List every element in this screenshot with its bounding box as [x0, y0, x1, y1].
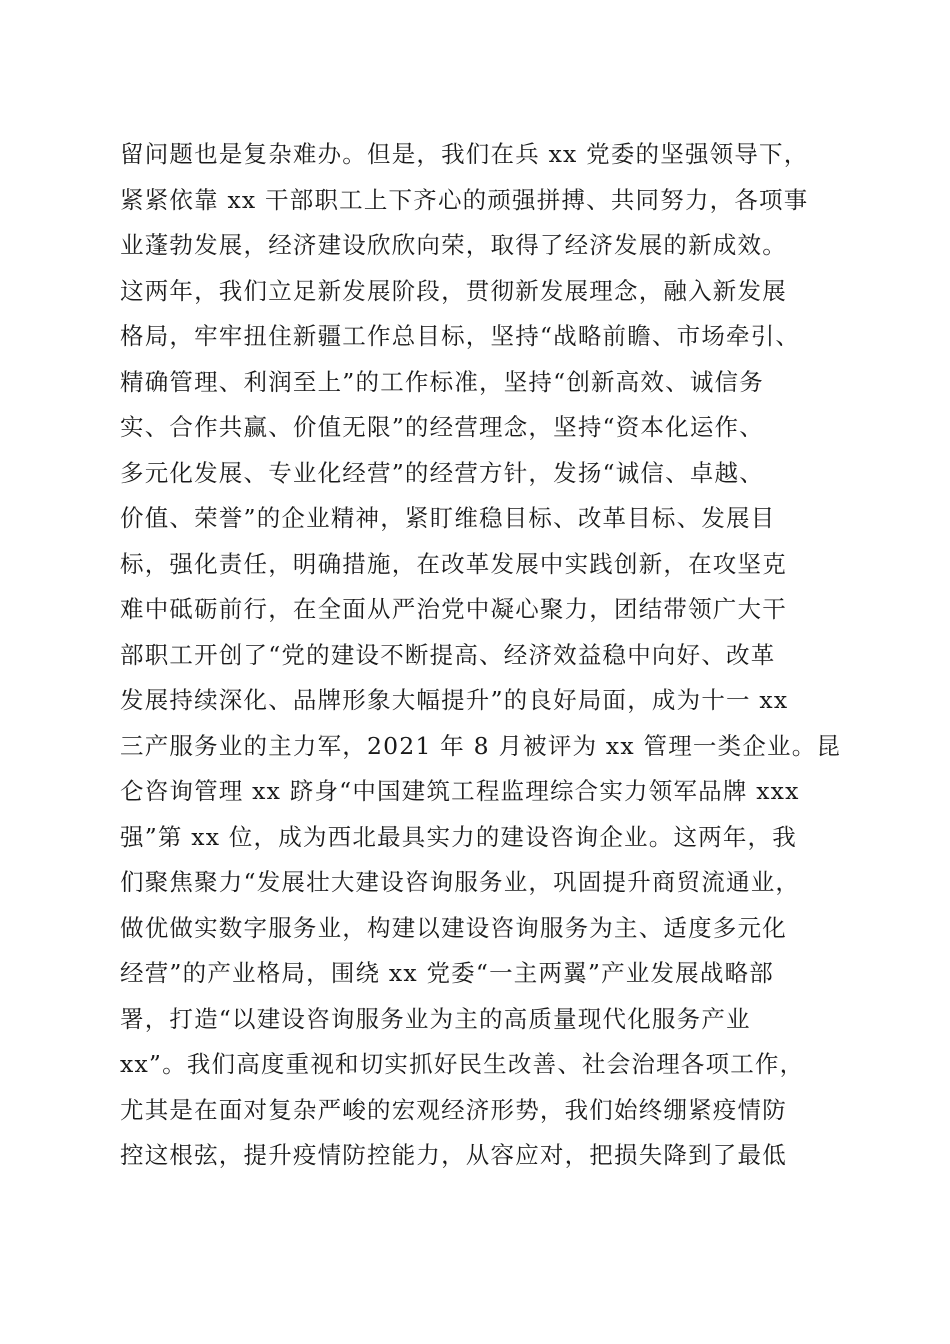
text-line: 难中砥砺前行，在全面从严治党中凝心聚力，团结带领广大干	[120, 595, 787, 623]
text-line: 控这根弦，提升疫情防控能力，从容应对，把损失降到了最低	[120, 1141, 787, 1169]
text-line: 署，打造“以建设咨询服务业为主的高质量现代化服务产业	[120, 1004, 751, 1033]
text-line: 价值、荣誉”的企业精神，紧盯维稳目标、改革目标、发展目	[120, 504, 776, 532]
body-text	[120, 132, 880, 1179]
text-line: 仑咨询管理 xx 跻身“中国建筑工程监理综合实力领军品牌 xxx	[120, 777, 800, 805]
text-line: 经营”的产业格局，围绕 xx 党委“一主两翼”产业发展战略部	[120, 959, 774, 987]
text-line: 部职工开创了“党的建设不断提高、经济效益稳中向好、改革	[120, 640, 776, 669]
text-line: 发展持续深化、品牌形象大幅提升”的良好局面，成为十一 xx	[120, 686, 789, 714]
text-line: 业蓬勃发展，经济建设欣欣向荣，取得了经济发展的新成效。	[120, 231, 787, 259]
text-line: 精确管理、利润至上”的工作标准，坚持“创新高效、诚信务	[120, 367, 764, 396]
text-line: 格局，牢牢扭住新疆工作总目标，坚持“战略前瞻、市场牵引、	[120, 322, 801, 350]
text-line: 实、合作共赢、价值无限”的经营理念，坚持“资本化运作、	[120, 413, 764, 441]
text-line: 尤其是在面对复杂严峻的宏观经济形势，我们始终绷紧疫情防	[120, 1095, 787, 1124]
text-line: 多元化发展、专业化经营”的经营方针，发扬“诚信、卓越、	[120, 458, 764, 487]
text-line: 三产服务业的主力军，2021 年 8 月被评为 xx 管理一类企业。昆	[120, 731, 842, 760]
text-line: 这两年，我们立足新发展阶段，贯彻新发展理念，融入新发展	[120, 276, 787, 305]
text-line: 留问题也是复杂难办。但是，我们在兵 xx 党委的坚强领导下，	[120, 140, 809, 168]
text-line: 做优做实数字服务业，构建以建设咨询服务为主、适度多元化	[120, 913, 787, 942]
text-line: xx”。我们高度重视和切实抓好民生改善、社会治理各项工作，	[120, 1050, 805, 1078]
text-line: 强”第 xx 位，成为西北最具实力的建设咨询企业。这两年，我	[120, 822, 797, 851]
text-line: 标，强化责任，明确措施，在改革发展中实践创新，在攻坚克	[120, 549, 787, 578]
text-line: 紧紧依靠 xx 干部职工上下齐心的顽强拼搏、共同努力，各项事	[120, 185, 809, 214]
text-line: 们聚焦聚力“发展壮大建设咨询服务业，巩固提升商贸流通业，	[120, 868, 801, 896]
